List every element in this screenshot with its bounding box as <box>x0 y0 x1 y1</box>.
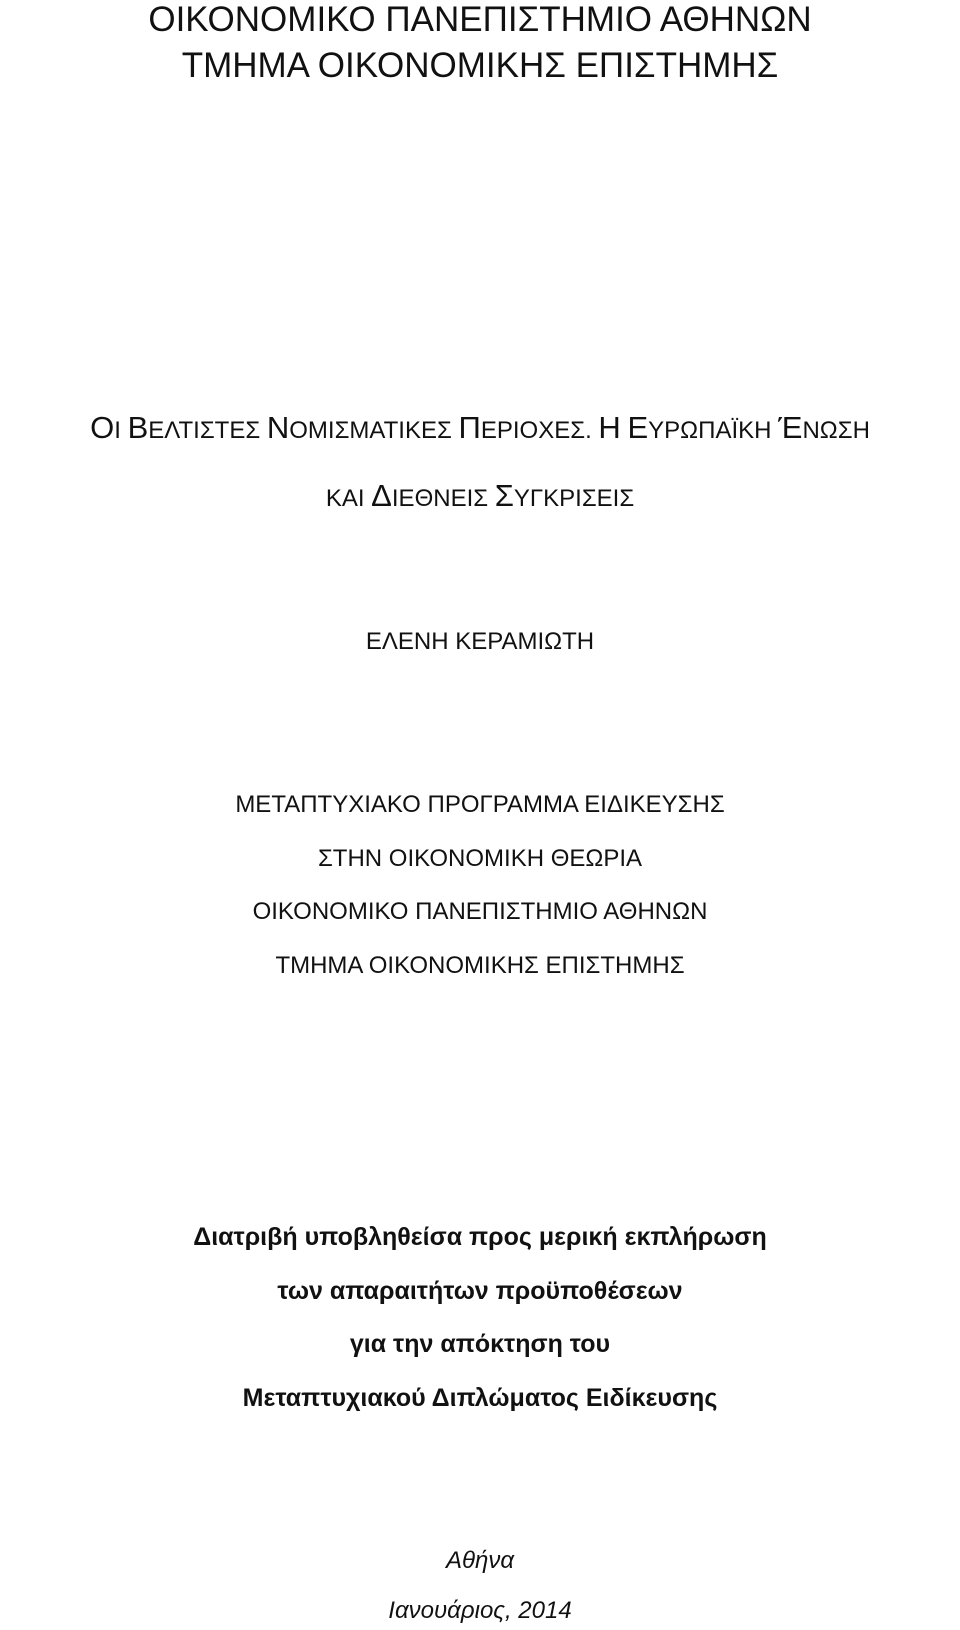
author-name: ΕΛΕΝΗ ΚΕΡΑΜΙΩΤΗ <box>365 628 595 655</box>
department-heading: ΤΜΗΜΑ ΟΙΚΟΝΟΜΙΚΗΣ ΕΠΙΣΤΗΜΗΣ <box>181 46 779 85</box>
university-heading: ΟΙΚΟΝΟΜΙΚΟ ΠΑΝΕΠΙΣΤΗΜΙΟ ΑΘΗΝΩΝ <box>148 0 812 39</box>
thesis-statement-line-1: Διατριβή υποβληθείσα προς μερική εκπλήρωση <box>193 1223 767 1251</box>
thesis-title-line-1: ΟΙ ΒΕΛΤΙΣΤΕΣ ΝΟΜΙΣΜΑΤΙΚΕΣ ΠΕΡΙΟΧΕΣ. Η ΕΥΡΩΠΑΪΚΗ ΈΝΩΣΗ <box>90 410 870 445</box>
program-line-3: ΟΙΚΟΝΟΜΙΚΟ ΠΑΝΕΠΙΣΤΗΜΙΟ ΑΘΗΝΩΝ <box>252 898 708 925</box>
thesis-title-line-2: ΚΑΙ ΔΙΕΘΝΕΙΣ ΣΥΓΚΡΙΣΕΙΣ <box>325 478 635 513</box>
program-line-2: ΣΤΗΝ ΟΙΚΟΝΟΜΙΚΗ ΘΕΩΡΙΑ <box>317 845 643 872</box>
program-line-1: ΜΕΤΑΠΤΥΧΙΑΚΟ ΠΡΟΓΡΑΜΜΑ ΕΙΔΙΚΕΥΣΗΣ <box>235 791 725 818</box>
thesis-statement-line-2: των απαραιτήτων προϋποθέσεων <box>277 1277 683 1305</box>
date: Ιανουάριος, 2014 <box>388 1597 572 1624</box>
thesis-statement-line-4: Μεταπτυχιακού Διπλώματος Ειδίκευσης <box>242 1384 718 1412</box>
place: Αθήνα <box>445 1547 515 1574</box>
program-line-4: ΤΜΗΜΑ ΟΙΚΟΝΟΜΙΚΗΣ ΕΠΙΣΤΗΜΗΣ <box>275 952 685 979</box>
thesis-statement-line-3: για την απόκτηση του <box>349 1330 611 1358</box>
